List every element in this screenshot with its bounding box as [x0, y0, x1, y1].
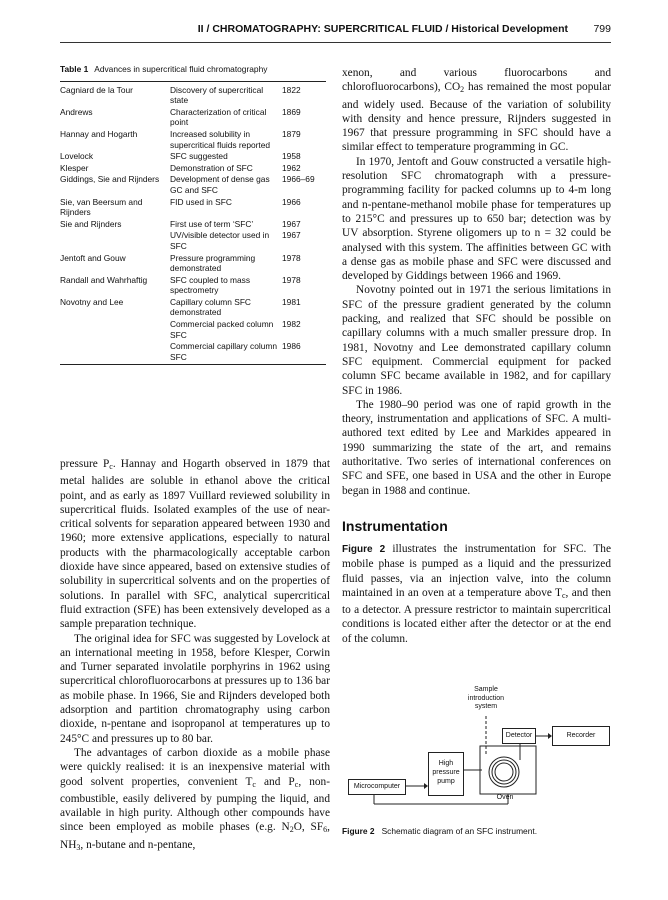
text-run: and P — [255, 775, 295, 788]
table-cell-researcher: Klesper — [60, 162, 89, 173]
running-title: II / CHROMATOGRAPHY: SUPERCRITICAL FLUID / Historical Development — [197, 23, 568, 35]
table-cell-year: 1962 — [282, 162, 301, 173]
table-bottom-rule — [60, 364, 326, 365]
right-column — [342, 66, 611, 646]
section-heading: Instrumentation — [342, 517, 448, 534]
table-caption-text: Advances in supercritical fluid chromatography — [94, 64, 268, 74]
subscript: c — [561, 590, 566, 600]
detector-box: Detector — [502, 728, 536, 744]
figure-caption-text: Schematic diagram of an SFC instrument. — [381, 826, 538, 836]
table-cell-researcher: Andrews — [60, 106, 93, 117]
table-cell-researcher: Hannay and Hogarth — [60, 128, 138, 139]
right-paragraph-4: The 1980–90 period was one of rapid growth in the theory, instrumentation and applications of SFC. A multi-authored text edited by Lee and Markides appeared in 1990 summarizing the state of the art, and remains authoritative. Two series of international conferences on SFC and SFE, one based in USA and the other in Europe began in 1988 and continue. — [342, 398, 611, 497]
label-line: introduction — [467, 694, 505, 702]
table-cell-year: 1966 — [282, 196, 301, 207]
text-run: , n-butane and n-pentane, — [80, 838, 196, 851]
right-paragraph-1 — [342, 66, 611, 155]
right-paragraph-3: Novotny pointed out in 1971 the serious limitations in SFC of the pressure gradient generated by the column packing, and realized that SFC should be possible on capillary columns with a much smaller pressure drop. In 1981, Novotny and Lee demonstrated capillary column SFC equipment. Commercial equipment for packed column SFC became available in 1982, and for capillary SFC in 1986. — [342, 284, 611, 397]
table-body — [60, 82, 326, 365]
table-cell-advance: First use of term ‘SFC’ — [170, 218, 254, 229]
table-row — [60, 174, 326, 195]
table-cell-researcher: Giddings, Sie and Rijnders — [60, 174, 160, 185]
table-cell-advance: Development of dense gas GC and SFC — [170, 174, 270, 195]
table-cell-advance: UV/visible detector used in SFC — [170, 230, 270, 251]
left-paragraph-2: The original idea for SFC was suggested by Lovelock at an international meeting in 1958, before Klesper, Corwin and Turner separated involatile porphyrins in 1962 using supercritical chlorofluorocarbons at pressures up to 136 bar as mobile phase. In 1966, Sie and Rijnders developed both adsorption and partition chromatography using carbon dioxide, n-pentane and isopropanol at temperatures up to 245°C and pressures up to 80 bar. — [60, 632, 330, 745]
table-row — [60, 151, 326, 162]
table-cell-advance: Increased solubility in supercritical fluids reported — [170, 128, 271, 150]
high-pressure-pump-box — [428, 752, 464, 796]
left-paragraph-3 — [60, 746, 330, 855]
table-cell-year: 1986 — [282, 341, 301, 352]
table-cell-researcher: Sie and Rijnders — [60, 218, 122, 229]
table-row — [60, 275, 326, 296]
text-run: , non-combustible, easily delivered by pumping the liquid, and available in high purity. Although other compounds have since been employed as mobile phases (e.g. N — [60, 775, 330, 834]
table-cell-year: 1822 — [282, 84, 301, 95]
label-line: Sample — [474, 686, 498, 693]
table-cell-year: 1966–69 — [282, 174, 315, 185]
table-cell-advance: SFC suggested — [170, 151, 228, 162]
table-cell-advance: Commercial capillary column SFC — [170, 341, 278, 362]
table-cell-researcher — [60, 230, 170, 251]
table-cell-researcher: Jentoft and Gouw — [60, 252, 126, 263]
table-cell-researcher: Cagniard de la Tour — [60, 84, 133, 95]
table-row — [60, 341, 326, 362]
text-run: . Hannay and Hogarth observed in 1879 that metal halides are soluble in ethanol above the critical point, and as early as 1897 Vuillard reviewed solubility in supercritical fluids. Isolated examples of the use of near-critical solvents for separation appeared between 1930 and 1960; more extensive applications, especially to natural products with the pharmacologically acceptable carbon dioxide have since appeared, based on extensive studies of solubility in supercritical solvents and on the properties of solutions. In parallel with SFC, analytical supercritical fluid extraction (SFE) has been extensively developed as a sample preparation technique. — [60, 458, 330, 631]
right-paragraph-5 — [342, 542, 611, 646]
table-caption — [60, 64, 326, 75]
recorder-box: Recorder — [552, 726, 610, 746]
table-cell-advance: Commercial packed column SFC — [170, 319, 274, 340]
table-cell-year: 1982 — [282, 319, 301, 330]
oven-label: Oven — [496, 794, 514, 801]
table-1 — [60, 64, 326, 365]
figure-caption-label: Figure 2 — [342, 826, 375, 836]
table-row — [60, 129, 326, 150]
table-cell-researcher: Lovelock — [60, 151, 94, 162]
table-cell-year: 1879 — [282, 128, 301, 139]
page-number: 799 — [593, 23, 611, 35]
table-cell-year: 1967 — [282, 218, 301, 229]
table-cell-advance: Pressure programming demonstrated — [170, 252, 256, 274]
subscript: 2 — [460, 85, 465, 95]
table-cell-year: 1981 — [282, 296, 301, 307]
label-line: High — [438, 760, 454, 767]
subscript: c — [252, 779, 256, 789]
table-label: Table 1 — [60, 64, 89, 74]
text-run: , NH — [60, 821, 330, 851]
label-line: system — [474, 703, 498, 710]
table-cell-advance: Capillary column SFC demonstrated — [170, 296, 251, 318]
figure-2-diagram — [344, 680, 610, 820]
subscript: 6 — [323, 825, 328, 835]
label-line: pump — [437, 778, 455, 785]
table-row — [60, 319, 326, 340]
table-cell-researcher — [60, 341, 170, 362]
table-row — [60, 197, 326, 218]
left-paragraph-1 — [60, 457, 330, 632]
table-row — [60, 85, 326, 106]
table-cell-advance: Discovery of supercritical state — [170, 84, 264, 106]
text-run: illustrates the instrumentation for SFC. The mobile phase is pumped as a liquid and the pressurized fluid passes, via an injection valve, into the column maintained in an oven at a temperature above T — [342, 542, 611, 599]
subscript: 3 — [76, 842, 81, 852]
subscript: c — [109, 462, 113, 471]
table-cell-researcher: Sie, van Beersum and Rijnders — [60, 196, 143, 218]
right-paragraph-2: In 1970, Jentoft and Gouw constructed a versatile high-resolution SFC chromatograph with a pressure-programming facility for packed columns up to 4-m long and n-pentane-methanol mobile phase for temperatures up to 215°C and pressures up to 650 bar; detection was by UV absorption. Styrene oligomers up to n = 32 could be analysed with this system. The affinities between GC with a dense gas as mobile phase and SFC were discussed and developed by Giddings between 1966 and 1969. — [342, 155, 611, 283]
figure-reference: Figure 2 — [342, 543, 386, 555]
figure-caption — [342, 826, 612, 836]
table-row — [60, 253, 326, 274]
table-row — [60, 163, 326, 174]
label-line: pressure — [432, 769, 460, 776]
table-cell-year: 1978 — [282, 252, 301, 263]
table-cell-advance: Characterization of critical point — [170, 106, 267, 128]
text-run: pressure P — [60, 458, 110, 470]
table-cell-year: 1967 — [282, 230, 301, 241]
header-rule — [60, 42, 611, 43]
table-cell-year: 1869 — [282, 106, 301, 117]
table-cell-advance: Demonstration of SFC — [170, 162, 253, 173]
table-cell-researcher: Novotny and Lee — [60, 296, 124, 307]
column-coil — [495, 763, 513, 781]
column-coil — [489, 757, 519, 787]
microcomputer-box: Microcomputer — [348, 779, 406, 795]
subscript: c — [294, 779, 299, 789]
text-run: , and then to a detector. A pressure restrictor to maintain supercritical conditions is located either after the detector or at the end of the column. — [342, 586, 611, 645]
table-cell-advance: SFC coupled to mass spectrometry — [170, 274, 251, 296]
table-cell-year: 1978 — [282, 274, 301, 285]
table-row — [60, 107, 326, 128]
column-coil — [492, 760, 516, 784]
table-row — [60, 219, 326, 230]
table-cell-researcher: Randall and Wahrhaftig — [60, 274, 148, 285]
subscript: 2 — [289, 825, 294, 835]
running-header — [0, 23, 668, 39]
text-run: The advantages of carbon dioxide as a mobile phase were quickly realised: it is an inexpensive material with good solvent properties, convenient T — [60, 746, 330, 788]
table-cell-advance: FID used in SFC — [170, 196, 232, 207]
table-row — [60, 230, 326, 251]
text-run: xenon, and various fluorocarbons and chlorofluorocarbons), CO — [342, 67, 611, 94]
table-cell-year: 1958 — [282, 151, 301, 162]
left-column — [60, 457, 330, 855]
table-cell-researcher — [60, 319, 170, 340]
text-run: O, SF — [293, 821, 324, 834]
text-run: has remained the most popular and widely used. Because of the variation of solubility with density and hence pressure, Rijnders suggested in 1967 that pressure programming in SFC should have a similar effect to temperature programming in GC. — [342, 81, 612, 154]
table-row — [60, 297, 326, 318]
sample-introduction-label — [462, 686, 510, 712]
